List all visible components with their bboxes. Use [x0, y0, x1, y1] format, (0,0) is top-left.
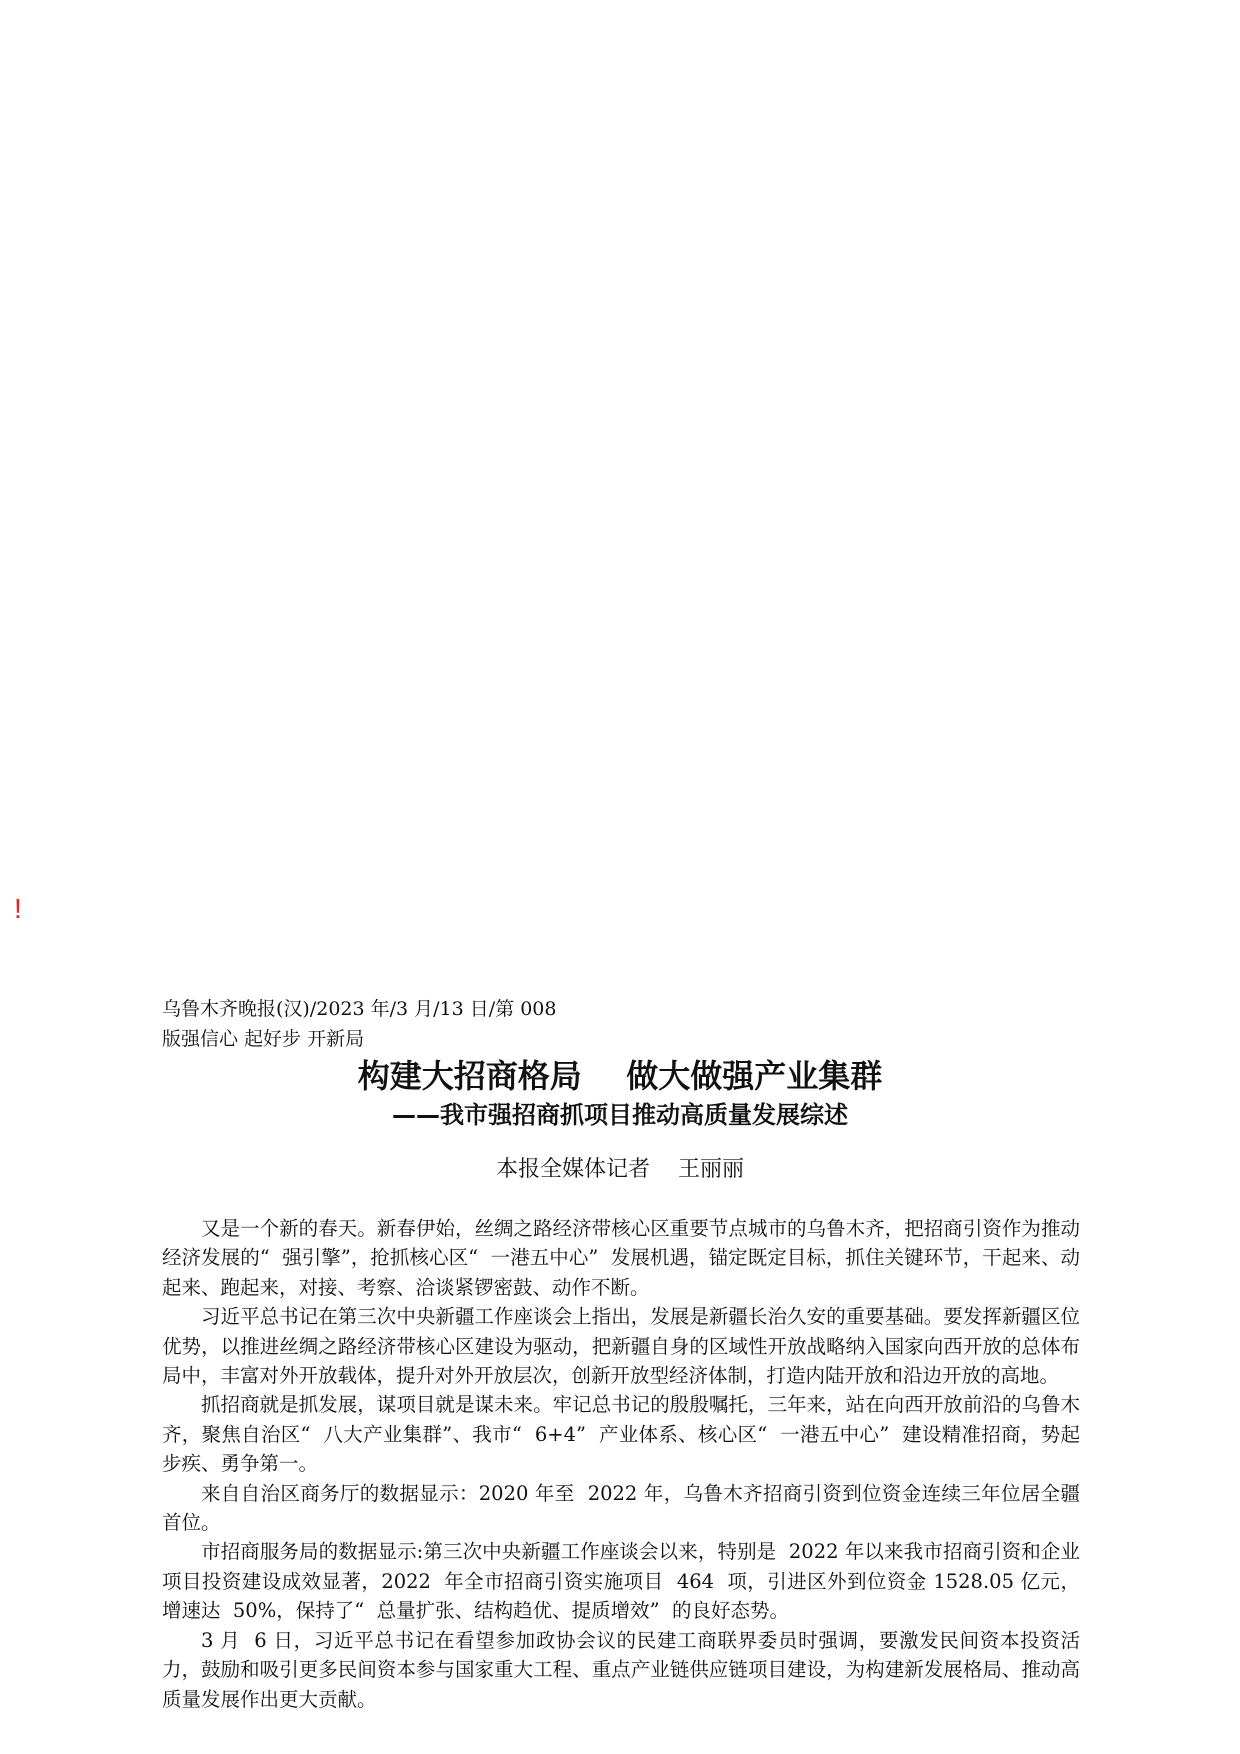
article-title: 构建大招商格局 做大做强产业集群 — [357, 1057, 883, 1095]
body-paragraph: 市招商服务局的数据显示:第三次中央新疆工作座谈会以来，特别是 2022 年以来我市招商引资和企业项目投资建设成效显著，2022 年全市招商引资实施项目 464 项，引进区外到位资金 1528.05 亿元，增速达 50%，保持了“ 总量扩张、结构趋优、提质增效” 的良好态势。 — [162, 1540, 1080, 1623]
body-paragraph: 抓招商就是抓发展，谋项目就是谋未来。牢记总书记的殷殷嘱托，三年来，站在向西开放前沿的乌鲁木齐，聚焦自治区“ 八大产业集群”、我市“ 6+4” 产业体系、核心区“ 一港五中心” 建设精准招商，势起步疾、勇争第一。 — [162, 1393, 1080, 1476]
column-line: 版强信心 起好步 开新局 — [162, 1028, 365, 1050]
warning-mark: ! — [14, 893, 22, 924]
article-subtitle: ——我市强招商抓项目推动高质量发展综述 — [392, 1101, 848, 1129]
body-paragraph: 习近平总书记在第三次中央新疆工作座谈会上指出，发展是新疆长治久安的重要基础。要发挥新疆区位优势，以推进丝绸之路经济带核心区建设为驱动，把新疆自身的区域性开放战略纳入国家向西开放的总体布局中，丰富对外开放载体，提升对外开放层次，创新开放型经济体制，打造内陆开放和沿边开放的高地。 — [162, 1305, 1080, 1388]
body-paragraph: 来自自治区商务厅的数据显示：2020 年至 2022 年，乌鲁木齐招商引资到位资金连续三年位居全疆首位。 — [162, 1481, 1080, 1535]
article-body — [162, 1214, 1080, 1714]
byline: 本报全媒体记者 王丽丽 — [496, 1157, 744, 1182]
body-paragraph: 3 月 6 日，习近平总书记在看望参加政协会议的民建工商联界委员时强调，要激发民间资本投资活力，鼓励和吸引更多民间资本参与国家重大工程、重点产业链供应链项目建设，为构建新发展格局、推动高质量发展作出更大贡献。 — [162, 1628, 1080, 1711]
source-line: 乌鲁木齐晚报(汉)/2023 年/3 月/13 日/第 008 — [162, 998, 557, 1020]
body-paragraph: 又是一个新的春天。新春伊始，丝绸之路经济带核心区重要节点城市的乌鲁木齐，把招商引资作为推动经济发展的“ 强引擎”，抢抓核心区“ 一港五中心” 发展机遇，锚定既定目标，抓住关键环节，干起来、动起来、跑起来，对接、考察、洽谈紧锣密鼓、动作不断。 — [162, 1217, 1080, 1299]
